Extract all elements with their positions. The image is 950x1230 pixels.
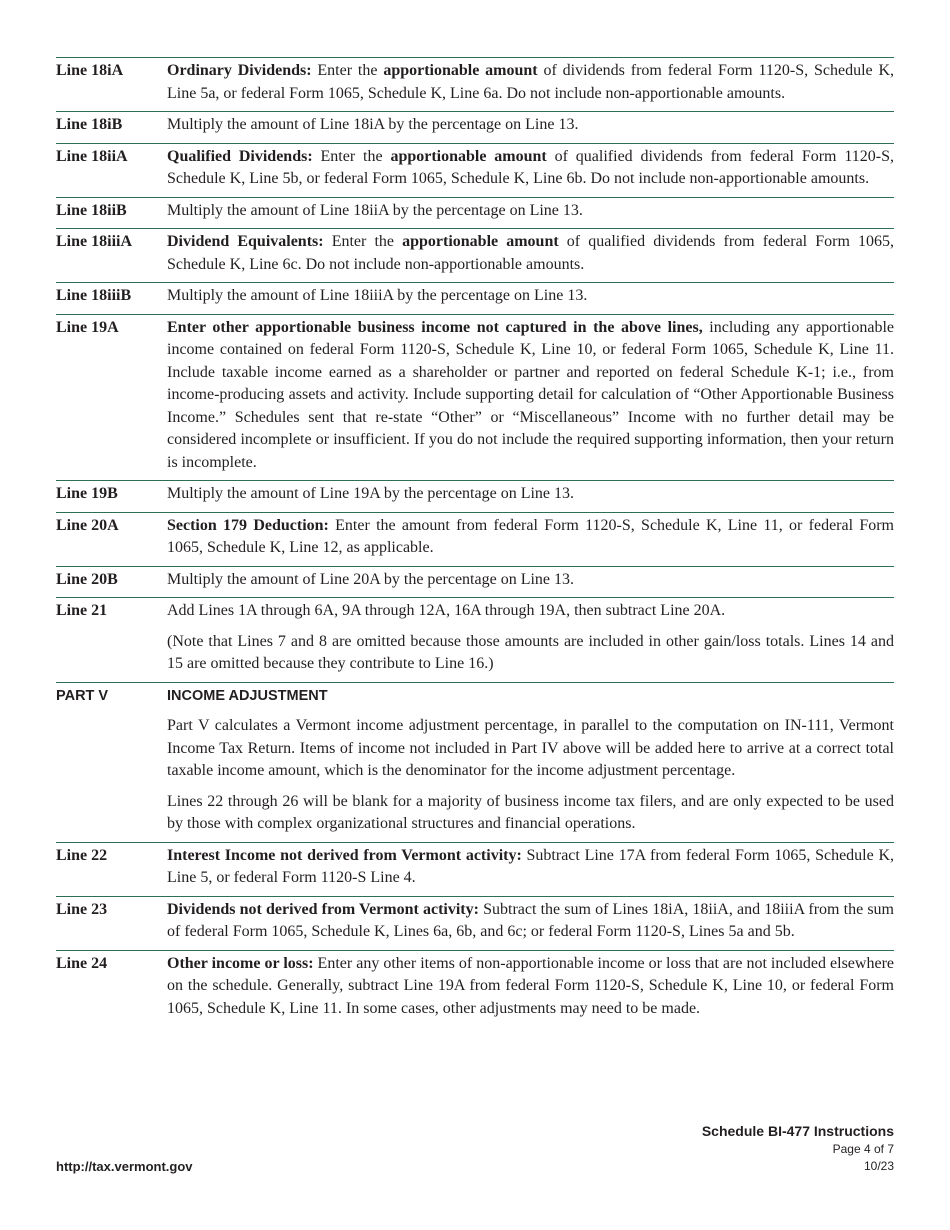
line-label: Line 20A: [56, 516, 119, 534]
description-paragraph: [167, 631, 894, 676]
text-run: Enter any other items of non-apportionable income or loss that are not included elsewhere on the schedule. Generally, subtract Line 19A from federal Form 1120-S, Schedule K, Line 10, or federal Form 1065, Schedule K, Line 11. In some cases, other adjustments may need to be made.: [167, 954, 894, 1017]
text-run: Subtract the sum of Lines 18iA, 18iiA, and 18iiiA from the sum of federal Form 1065, Schedule K, Lines 6a, 6b, and 6c; or federal Form 1120-S, Lines 5a and 5b.: [167, 900, 894, 940]
text-run: (Note that Lines 7 and 8 are omitted because those amounts are included in other gain/loss totals. Lines 14 and 15 are omitted because they contribute to Line 16.): [167, 632, 894, 672]
text-run: Multiply the amount of Line 18iiA by the percentage on Line 13.: [167, 201, 583, 219]
description-paragraph: [167, 60, 894, 105]
instruction-row: [56, 842, 894, 896]
line-description: [167, 231, 894, 276]
bold-term: apportionable amount: [383, 62, 538, 79]
line-description: [167, 600, 894, 676]
bold-term: Section 179 Deduction:: [167, 516, 329, 534]
text-run: of dividends from federal Form 1120-S, Schedule K, Line 5a, or federal Form 1065, Schedule K, Line 6a. Do not include non-apportionable amounts.: [167, 62, 895, 102]
page-footer-info: [702, 1121, 894, 1175]
description-paragraph: [167, 953, 894, 1021]
line-label: Line 18iB: [56, 116, 123, 133]
description-paragraph: [167, 515, 894, 560]
line-description: [167, 114, 894, 137]
description-paragraph: [167, 285, 894, 308]
line-label: Line 23: [56, 900, 108, 918]
line-label: Line 18iA: [56, 62, 124, 79]
line-label: Line 19A: [56, 318, 119, 336]
instruction-row: [56, 282, 894, 314]
bold-term: Qualified Dividends:: [167, 147, 313, 165]
bold-term: Ordinary Dividends:: [167, 62, 312, 79]
text-run: Subtract Line 17A from federal Form 1065, Schedule K, Line 5, or federal Form 1120-S Line 4.: [167, 846, 894, 886]
line-description: [167, 515, 894, 560]
line-label: Line 20B: [56, 570, 118, 588]
instruction-row: [56, 228, 894, 282]
line-description: [167, 845, 894, 890]
text-run: including any apportionable income contained on federal Form 1120-S, Schedule K, Line 10, or federal Form 1065, Schedule K, Line 11. Include taxable income earned as a shareholder or partner and reported on federal Schedule K-1; i.e., from income-producing assets and activity. Include supporting detail for calculation of “Other Apportionable Business Income.” Schedules sent that re-state “Other” or “Miscellaneous” Income with no further detail may be considered incomplete or insufficient. If you do not include the required supporting information, then your return is incomplete.: [167, 318, 894, 471]
text-run: Enter the amount from federal Form 1120-S, Schedule K, Line 11, or federal Form 1065, Schedule K, Line 12, as applicable.: [167, 516, 894, 556]
instruction-row: [56, 950, 894, 1027]
line-label: Line 18iiB: [56, 201, 127, 219]
description-paragraph: [167, 200, 894, 223]
line-label: Line 24: [56, 954, 108, 972]
text-run: of qualified dividends from federal Form 1065, Schedule K, Line 6c. Do not include non-apportionable amounts.: [167, 233, 895, 273]
line-description: [167, 200, 894, 223]
footer-form-title: Schedule BI-477 Instructions: [701, 1123, 894, 1139]
line-description: [167, 569, 894, 592]
bold-term: apportionable amount: [402, 233, 559, 250]
instruction-row: [56, 111, 894, 143]
line-description: [167, 483, 894, 506]
description-paragraph: [167, 899, 894, 944]
instruction-row: [56, 57, 894, 111]
line-label: Line 18iiiA: [56, 233, 133, 250]
instructions-table: [56, 57, 894, 1026]
line-label: Line 21: [56, 602, 108, 619]
line-label: Line 19B: [56, 485, 118, 502]
text-run: Add Lines 1A through 6A, 9A through 12A, 16A through 19A, then subtract Line 20A.: [167, 602, 726, 619]
section-heading: INCOME ADJUSTMENT: [167, 687, 328, 704]
description-paragraph: [167, 569, 894, 592]
description-paragraph: [167, 231, 894, 276]
instruction-row: [56, 896, 894, 950]
bold-term: Dividend Equivalents:: [167, 233, 324, 250]
line-label: Line 18iiiB: [56, 287, 132, 304]
text-run: Multiply the amount of Line 20A by the percentage on Line 13.: [167, 570, 575, 588]
description-paragraph: [167, 845, 894, 890]
line-description: [167, 317, 894, 475]
text-run: Enter the: [323, 233, 403, 250]
text-run: Enter the: [311, 62, 384, 79]
description-paragraph: [167, 146, 894, 191]
bold-term: Interest Income not derived from Vermont activity:: [167, 846, 522, 864]
text-run: Multiply the amount of Line 19A by the percentage on Line 13.: [167, 485, 575, 502]
instruction-row: [56, 314, 894, 481]
bold-term: apportionable amount: [390, 147, 547, 165]
line-label: Line 22: [56, 846, 108, 864]
footer-website-link[interactable]: http://tax.vermont.gov: [56, 1159, 193, 1174]
description-paragraph: [167, 114, 894, 137]
line-description: [167, 60, 894, 105]
line-label: PART V: [56, 687, 109, 704]
bold-term: Dividends not derived from Vermont activity:: [167, 900, 479, 918]
text-run: Multiply the amount of Line 18iA by the percentage on Line 13.: [167, 116, 579, 133]
instruction-row: [56, 143, 894, 197]
line-description: [167, 285, 894, 308]
description-paragraph: [167, 317, 894, 475]
instruction-row: [56, 597, 894, 682]
instruction-row: [56, 480, 894, 512]
footer-revision-date: 10/23: [863, 1159, 894, 1173]
text-run: Multiply the amount of Line 18iiiA by the percentage on Line 13.: [167, 287, 588, 304]
description-paragraph: [167, 483, 894, 506]
instruction-row: [56, 512, 894, 566]
line-label: Line 18iiA: [56, 147, 128, 165]
text-run: Lines 22 through 26 will be blank for a majority of business income tax filers, and are only expected to be used by those with complex organizational structures and financial operations.: [167, 792, 894, 832]
instruction-row: [56, 566, 894, 598]
line-description: [167, 685, 894, 836]
description-paragraph: [167, 791, 894, 836]
text-run: Enter the: [312, 147, 391, 165]
bold-term: Other income or loss:: [167, 954, 314, 972]
text-run: Part V calculates a Vermont income adjustment percentage, in parallel to the computation on IN-111, Vermont Income Tax Return. Items of income not included in Part IV above will be added here to arrive at a correct total taxable income amount, which is the denominator for the income adjustment percentage.: [167, 717, 894, 779]
description-paragraph: [167, 600, 894, 623]
bold-term: Enter other apportionable business income not captured in the above lines,: [167, 318, 703, 336]
footer-page-number: Page 4 of 7: [832, 1142, 894, 1156]
line-description: [167, 899, 894, 944]
instruction-row: [56, 682, 894, 842]
text-run: of qualified dividends from federal Form 1120-S, Schedule K, Line 5b, or federal Form 1065, Schedule K, Line 6b. Do not include non-apportionable amounts.: [167, 147, 894, 187]
instruction-row: [56, 197, 894, 229]
line-description: [167, 953, 894, 1021]
description-paragraph: [167, 715, 894, 783]
line-description: [167, 146, 894, 191]
